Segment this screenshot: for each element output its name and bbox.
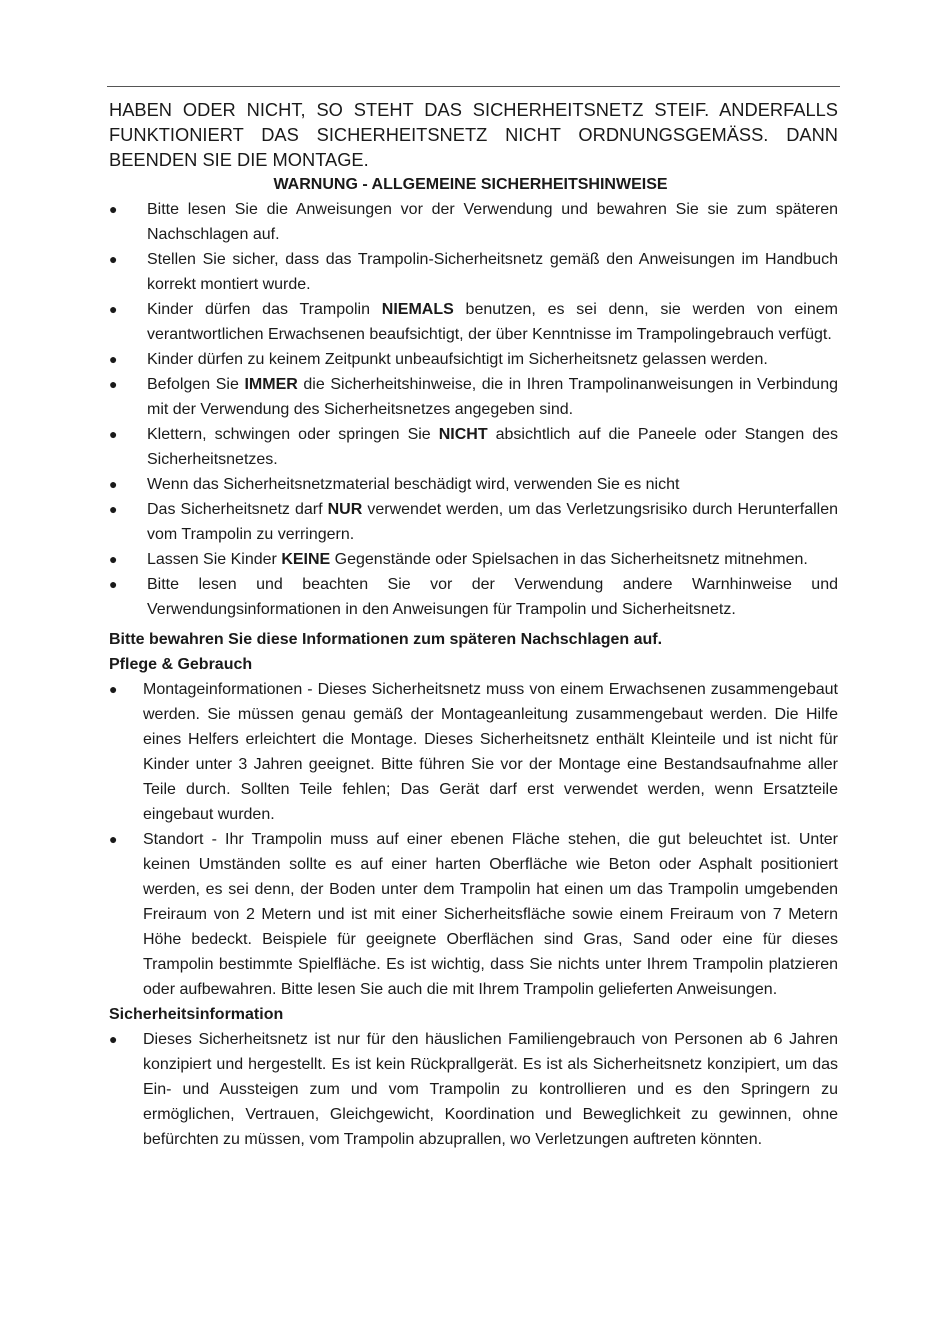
safety-list — [109, 1027, 838, 1152]
bullet-icon: ● — [109, 551, 118, 568]
bullet-icon: ● — [109, 201, 118, 218]
bullet-icon: ● — [109, 576, 118, 593]
bullet-icon: ● — [109, 351, 118, 368]
warning-title: WARNUNG - ALLGEMEINE SICHERHEITSHINWEISE — [273, 176, 668, 194]
warning-item: ● Bitte lesen Sie die Anweisungen vor der Verwendung und bewahren Sie sie zum späteren Nachschlagen auf. — [109, 197, 838, 247]
warning-item: ● Kinder dürfen zu keinem Zeitpunkt unbeaufsichtigt im Sicherheitsnetz gelassen werden. — [109, 347, 838, 372]
warning-list — [109, 197, 838, 622]
bullet-icon: ● — [109, 501, 118, 518]
bullet-icon: ● — [109, 1031, 118, 1048]
bullet-icon: ● — [109, 301, 118, 318]
warning-item: ● Lassen Sie Kinder KEINE Gegenstände oder Spielsachen in das Sicherheitsnetz mitnehmen. — [109, 547, 838, 572]
warning-item: ● Das Sicherheitsnetz darf NUR verwendet werden, um das Verletzungsrisiko durch Herunterfallen vom Trampolin zu verringern. — [109, 497, 838, 547]
bullet-icon: ● — [109, 251, 118, 268]
warning-item: ● Befolgen Sie IMMER die Sicherheitshinweise, die in Ihren Trampolinanweisungen in Verbindung mit der Verwendung des Sicherheitsnetzes angegeben sind. — [109, 372, 838, 422]
warning-item: ● Stellen Sie sicher, dass das Trampolin-Sicherheitsnetz gemäß den Anweisungen im Handbuch korrekt montiert wurde. — [109, 247, 838, 297]
emphasis: NICHT — [438, 426, 488, 444]
intro-paragraph: HABEN ODER NICHT, SO STEHT DAS SICHERHEITSNETZ STEIF. ANDERFALLS FUNKTIONIERT DAS SICHERHEITSNETZ NICHT ORDNUNGSGEMÄSS. DANN BEENDEN SIE DIE MONTAGE. — [109, 99, 838, 170]
bullet-icon: ● — [109, 426, 118, 443]
bullet-icon: ● — [109, 376, 118, 393]
warning-item: ● Wenn das Sicherheitsnetzmaterial beschädigt wird, verwenden Sie es nicht — [109, 472, 838, 497]
bullet-icon: ● — [109, 476, 118, 493]
care-heading: Pflege & Gebrauch — [109, 656, 253, 674]
keep-note: Bitte bewahren Sie diese Informationen zum späteren Nachschlagen auf. — [109, 631, 663, 649]
bullet-icon: ● — [109, 681, 118, 698]
emphasis: IMMER — [244, 376, 298, 394]
safety-item: ● Dieses Sicherheitsnetz ist nur für den häuslichen Familiengebrauch von Personen ab 6 Jahren konzipiert und hergestellt. Es ist kein Rückprallgerät. Es ist als Sicherheitsnetz konzipiert, um das Ein- und Aussteigen zum und vom Trampolin zu kontrollieren und es den Springern zu ermöglichen, Vertrauen, Gleichgewicht, Koordination und Beweglichkeit zu gewinnen, ohne befürchten zu müssen, vom Trampolin abzuprallen, wo Verletzungen auftreten könnten. — [109, 1027, 838, 1152]
care-list — [109, 677, 838, 1002]
emphasis: NIEMALS — [381, 301, 454, 319]
header-rule — [107, 86, 840, 87]
bullet-icon: ● — [109, 831, 118, 848]
document-page — [109, 98, 838, 1152]
care-item: ● Standort - Ihr Trampolin muss auf einer ebenen Fläche stehen, die gut beleuchtet ist. Unter keinen Umständen sollte es auf einer harten Oberfläche wie Beton oder Asphalt positioniert werden, es sei denn, der Boden unter dem Trampolin hat einen um das Trampolin umgebenden Freiraum von 2 Metern und ist mit einer Sicherheitsfläche sowie einem Freiraum von 7 Metern Höhe bedeckt. Beispiele für geeignete Oberflächen sind Gras, Sand oder eine für dieses Trampolin bestimmte Spielfläche. Es ist wichtig, dass Sie nichts unter Ihrem Trampolin platzieren oder aufbewahren. Bitte lesen Sie auch die mit Ihrem Trampolin gelieferten Anweisungen. — [109, 827, 838, 1002]
warning-item: ● Bitte lesen und beachten Sie vor der Verwendung andere Warnhinweise und Verwendungsinformationen in den Anweisungen für Trampolin und Sicherheitsnetz. — [109, 572, 838, 622]
care-item: ● Montageinformationen - Dieses Sicherheitsnetz muss von einem Erwachsenen zusammengebaut werden. Sie müssen genau gemäß der Montageanleitung zusammengebaut werden. Die Hilfe eines Helfers erleichtert die Montage. Dieses Sicherheitsnetz enthält Kleinteile und ist nicht für Kinder unter 3 Jahren geeignet. Bitte führen Sie vor der Montage eine Bestandsaufnahme aller Teile durch. Sollten Teile fehlen; Das Gerät darf erst verwendet werden, wenn Ersatzteile eingebaut wurden. — [109, 677, 838, 827]
safety-heading: Sicherheitsinformation — [109, 1006, 284, 1024]
warning-item: ● Klettern, schwingen oder springen Sie NICHT absichtlich auf die Paneele oder Stangen des Sicherheitsnetzes. — [109, 422, 838, 472]
emphasis: KEINE — [281, 551, 331, 569]
warning-item: ● Kinder dürfen das Trampolin NIEMALS benutzen, es sei denn, sie werden von einem verantwortlichen Erwachsenen beaufsichtigt, der über Kenntnisse im Trampolingebrauch verfügt. — [109, 297, 838, 347]
emphasis: NUR — [327, 501, 363, 519]
